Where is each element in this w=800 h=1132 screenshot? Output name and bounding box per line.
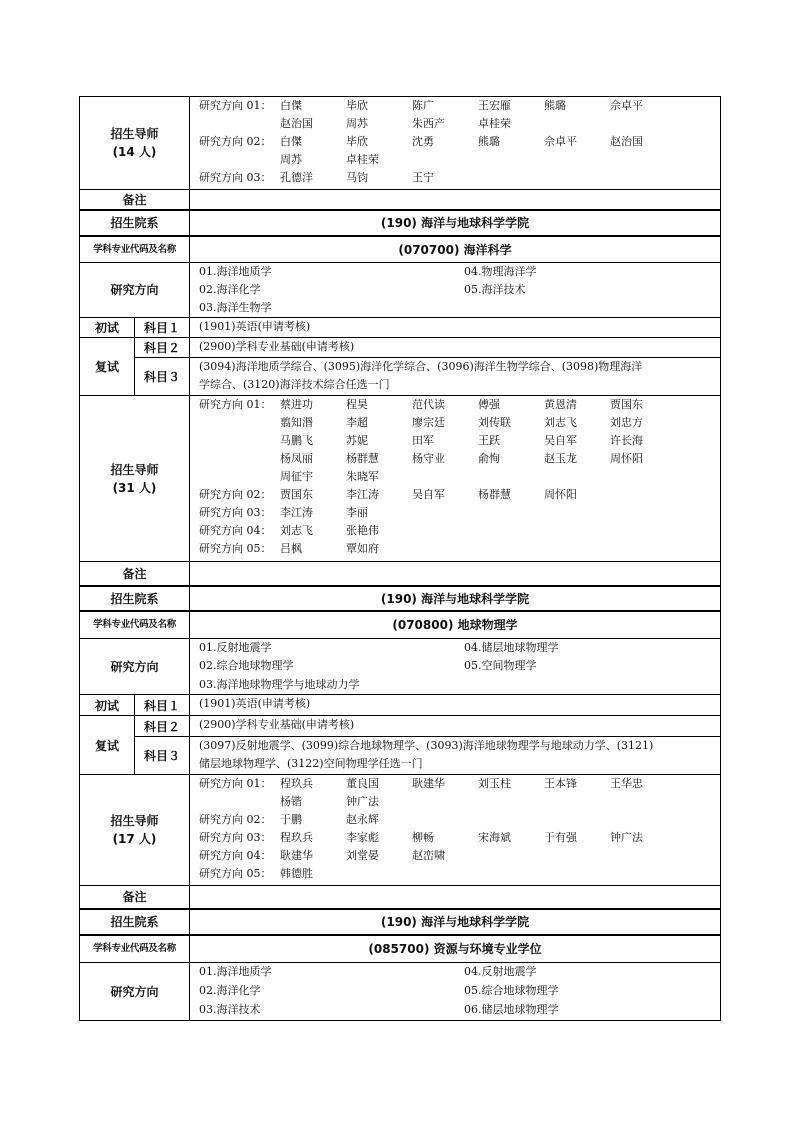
advisor-name: 程玖兵 (280, 831, 313, 844)
advisor-name: 廖宗廷 (412, 416, 445, 429)
subj1-label: 科目１ (135, 318, 190, 337)
subj2-label: 科目２ (135, 716, 190, 736)
advisor-name: 周苏 (346, 117, 368, 130)
direction-item: 02.海洋化学 (199, 984, 261, 997)
advisor-name: 杨守业 (412, 452, 445, 465)
direction-item: 05.空间物理学 (464, 659, 537, 673)
advisor-name: 许长海 (610, 434, 643, 447)
direction-row (79, 263, 721, 318)
advisor-name: 翦知湣 (280, 416, 313, 429)
remark-label: 备注 (80, 190, 190, 209)
direction-item (464, 299, 720, 317)
advisor-name: 黄恩清 (544, 398, 577, 411)
advisor-name: 王本锋 (544, 777, 577, 790)
advisor-name: 贾国东 (610, 398, 643, 411)
remark-label: 备注 (80, 886, 190, 908)
direction-item: 04.反射地震学 (464, 965, 537, 978)
advisor-name: 朱西产 (412, 117, 445, 130)
prelim-label: 初试 (80, 318, 135, 337)
advisor-count: (14 人) (112, 145, 157, 159)
major-row (79, 612, 721, 639)
major-value: (085700) 资源与环境专业学位 (368, 942, 542, 956)
advisor-name: 覃如府 (346, 542, 379, 555)
advisor-name: 俞恂 (478, 452, 500, 465)
advisor-line (199, 486, 720, 504)
advisor-line (199, 97, 720, 115)
advisor-name: 赵玉龙 (544, 452, 577, 465)
advisor-name: 王华忠 (610, 777, 643, 790)
advisor-name: 于鹏 (280, 813, 302, 826)
advisor-name: 于有强 (544, 831, 577, 844)
direction-item: 01.海洋地质学 (199, 265, 272, 278)
advisor-name: 吴自军 (544, 434, 577, 447)
advisor-row (79, 96, 721, 190)
direction-prefix: 研究方向 02： (199, 488, 272, 501)
subj2-row (135, 716, 720, 737)
advisor-name: 卓桂荣 (478, 117, 511, 130)
advisor-line (199, 540, 720, 558)
direction-prefix: 研究方向 02： (199, 135, 272, 148)
advisor-name: 白傑 (280, 99, 302, 112)
advisor-name: 周怀阳 (610, 452, 643, 465)
advisor-name: 周怀阳 (544, 488, 577, 501)
retest-label: 复试 (80, 716, 135, 774)
subj3-row (135, 737, 720, 774)
advisor-label: 招生导师 (31 人) (80, 396, 190, 561)
dept-value: (190) 海洋与地球科学学院 (380, 915, 530, 929)
advisor-name: 钟广法 (346, 795, 379, 808)
advisor-line (199, 115, 720, 133)
direction-item: 03.海洋技术 (199, 1003, 261, 1016)
advisor-list (190, 396, 720, 561)
advisor-name: 王宏雁 (478, 99, 511, 112)
prelim-row (79, 695, 721, 716)
advisor-label: 招生导师 (14 人) (80, 97, 190, 189)
advisor-name: 柳畅 (412, 831, 434, 844)
direction-item: 06.储层地球物理学 (464, 1003, 559, 1016)
advisor-name: 刘志飞 (280, 524, 313, 537)
advisor-line (199, 133, 720, 151)
advisor-name: 赵治国 (610, 135, 643, 148)
retest-group (79, 338, 721, 396)
advisor-name: 杨锴 (280, 795, 302, 808)
advisor-name: 赵治国 (280, 117, 313, 130)
advisor-name: 杨凤丽 (280, 452, 313, 465)
advisor-row (79, 775, 721, 886)
advisor-name: 钟广法 (610, 831, 643, 844)
major-value: (070700) 海洋科学 (398, 242, 512, 257)
advisor-name: 马鹏飞 (280, 434, 313, 447)
direction-item: 02.综合地球物理学 (199, 659, 294, 673)
advisor-line (199, 468, 720, 486)
subj3-row (135, 358, 720, 395)
advisor-name: 程玖兵 (280, 777, 313, 790)
prelim-label: 初试 (80, 695, 135, 715)
subj3-value: (3094)海洋地质学综合、(3095)海洋化学综合、(3096)海洋生物学综合、(3098)物理海洋 学综合、(3120)海洋技术综合任选一门 (199, 360, 643, 391)
dept-row (79, 586, 721, 612)
dept-label: 招生院系 (80, 211, 190, 235)
advisor-count: (31 人) (112, 480, 157, 495)
advisor-name: 熊璐 (478, 135, 500, 148)
advisor-name: 程昊 (346, 398, 368, 411)
remark-value (190, 562, 720, 585)
advisor-name: 周征宇 (280, 470, 313, 483)
dept-value: (190) 海洋与地球科学学院 (380, 216, 530, 230)
advisor-line (199, 151, 720, 169)
advisor-name: 熊璐 (544, 99, 566, 112)
direction-prefix: 研究方向 04： (199, 524, 272, 537)
advisor-count: (17 人) (112, 832, 157, 846)
advisor-name: 孔德洋 (280, 171, 313, 184)
direction-prefix: 研究方向 05： (199, 542, 272, 555)
advisor-name: 毕欣 (346, 135, 368, 148)
advisor-name: 李超 (346, 416, 368, 429)
direction-prefix: 研究方向 02： (199, 813, 272, 826)
direction-row (79, 963, 721, 1021)
subj2-value: (2900)学科专业基础(申请考核) (199, 340, 355, 353)
major-label: 学科专业代码及名称 (80, 237, 190, 262)
dept-label: 招生院系 (80, 587, 190, 610)
direction-item: 03.海洋生物学 (199, 301, 272, 314)
advisor-line (199, 504, 720, 522)
advisor-name: 韩德胜 (280, 867, 313, 880)
advisor-name: 耿建华 (280, 849, 313, 862)
advisor-line (199, 450, 720, 468)
dept-value: (190) 海洋与地球科学学院 (380, 591, 530, 606)
advisor-name: 周苏 (280, 153, 302, 166)
advisor-row (79, 396, 721, 562)
advisor-name: 杨群慧 (478, 488, 511, 501)
subj2-label: 科目２ (135, 338, 190, 357)
advisor-name: 张艳伟 (346, 524, 379, 537)
advisor-name: 刘玉柱 (478, 777, 511, 790)
remark-row (79, 886, 721, 909)
direction-list (190, 963, 720, 1020)
direction-prefix: 研究方向 01： (199, 398, 272, 411)
retest-label: 复试 (80, 338, 135, 395)
major-label: 学科专业代码及名称 (80, 612, 190, 638)
direction-prefix: 研究方向 01： (199, 777, 272, 790)
advisor-name: 刘忠方 (610, 416, 643, 429)
direction-item: 01.反射地震学 (199, 641, 272, 654)
advisor-line (199, 414, 720, 432)
advisor-name: 耿建华 (412, 777, 445, 790)
advisor-line (199, 811, 720, 829)
advisor-name: 傅强 (478, 398, 500, 411)
dept-label: 招生院系 (80, 910, 190, 934)
advisor-name: 贾国东 (280, 488, 313, 501)
subj2-value: (2900)学科专业基础(申请考核) (199, 718, 355, 731)
direction-item (464, 676, 720, 694)
major-row (79, 936, 721, 963)
advisor-line (199, 522, 720, 540)
advisor-name: 王跃 (478, 434, 500, 447)
advisor-name: 马钧 (346, 171, 368, 184)
advisor-line (199, 847, 720, 865)
advisor-name: 刘堂晏 (346, 849, 379, 862)
advisor-name: 赵永辉 (346, 813, 379, 826)
advisor-name: 毕欣 (346, 99, 368, 112)
advisor-name: 白傑 (280, 135, 302, 148)
major-value: (070800) 地球物理学 (392, 618, 518, 632)
advisor-line (199, 169, 720, 187)
advisor-name: 宋海斌 (478, 831, 511, 844)
subj1-value: (1901)英语(申请考核) (199, 320, 311, 333)
remark-value (190, 886, 720, 908)
advisor-line (199, 793, 720, 811)
advisor-name: 陈广 (412, 99, 434, 112)
advisor-line (199, 396, 720, 414)
advisor-name: 范代读 (412, 398, 445, 411)
major-label: 学科专业代码及名称 (80, 936, 190, 962)
prelim-row (79, 318, 721, 338)
subj3-value: (3097)反射地震学、(3099)综合地球物理学、(3093)海洋地球物理学与地球动力学、(3121) 储层地球物理学、(3122)空间物理学任选一门 (199, 739, 654, 770)
direction-prefix: 研究方向 04： (199, 849, 272, 862)
advisor-name: 田军 (412, 434, 434, 447)
direction-prefix: 研究方向 03： (199, 831, 272, 844)
advisor-name: 卓桂荣 (346, 153, 379, 166)
subj3-label: 科目３ (135, 358, 190, 395)
direction-item: 04.物理海洋学 (464, 265, 537, 278)
advisor-name: 赵峦啸 (412, 849, 445, 862)
advisor-name: 苏妮 (346, 434, 368, 447)
advisor-name: 王宁 (412, 171, 434, 184)
advisor-name: 李家彪 (346, 831, 379, 844)
subj1-label: 科目１ (135, 695, 190, 715)
direction-item: 04.储层地球物理学 (464, 641, 559, 654)
advisor-name: 蔡进功 (280, 398, 313, 411)
dept-row (79, 210, 721, 237)
direction-item: 03.海洋地球物理学与地球动力学 (199, 677, 360, 691)
subj3-label: 科目３ (135, 737, 190, 774)
direction-label: 研究方向 (80, 639, 190, 694)
direction-list (190, 639, 720, 694)
direction-label: 研究方向 (80, 263, 190, 317)
advisor-name: 董良国 (346, 777, 379, 790)
advisor-name: 朱晓军 (346, 470, 379, 483)
direction-item: 05.海洋技术 (464, 283, 526, 296)
advisor-name: 佘卓平 (610, 99, 643, 112)
remark-row (79, 190, 721, 210)
advisor-name: 吴自军 (412, 488, 445, 501)
advisor-name: 吕枫 (280, 542, 302, 555)
subj1-value: (1901)英语(申请考核) (199, 697, 311, 710)
direction-row (79, 639, 721, 695)
subj2-row (135, 338, 720, 358)
direction-prefix: 研究方向 05： (199, 867, 272, 880)
direction-item: 01.海洋地质学 (199, 965, 272, 978)
remark-row (79, 562, 721, 586)
admission-table (79, 96, 721, 1021)
direction-prefix: 研究方向 03： (199, 506, 272, 519)
major-row (79, 237, 721, 263)
advisor-line (199, 432, 720, 450)
advisor-name: 李丽 (346, 506, 368, 519)
advisor-line (199, 865, 720, 883)
direction-item: 05.综合地球物理学 (464, 984, 559, 997)
advisor-name: 李江涛 (346, 488, 379, 501)
direction-prefix: 研究方向 03： (199, 171, 272, 184)
advisor-label: 招生导师 (17 人) (80, 775, 190, 885)
advisor-list (190, 775, 720, 885)
direction-item: 02.海洋化学 (199, 283, 261, 296)
advisor-name: 佘卓平 (544, 135, 577, 148)
dept-row (79, 909, 721, 936)
advisor-name: 沈勇 (412, 135, 434, 148)
direction-label: 研究方向 (80, 963, 190, 1020)
advisor-name: 杨群慧 (346, 452, 379, 465)
retest-group (79, 716, 721, 775)
advisor-name: 刘志飞 (544, 416, 577, 429)
remark-value (190, 190, 720, 209)
advisor-line (199, 775, 720, 793)
advisor-list (190, 97, 720, 189)
direction-list (190, 263, 720, 317)
advisor-name: 刘传联 (478, 416, 511, 429)
remark-label: 备注 (80, 562, 190, 585)
direction-prefix: 研究方向 01： (199, 99, 272, 112)
advisor-name: 李江涛 (280, 506, 313, 519)
advisor-line (199, 829, 720, 847)
